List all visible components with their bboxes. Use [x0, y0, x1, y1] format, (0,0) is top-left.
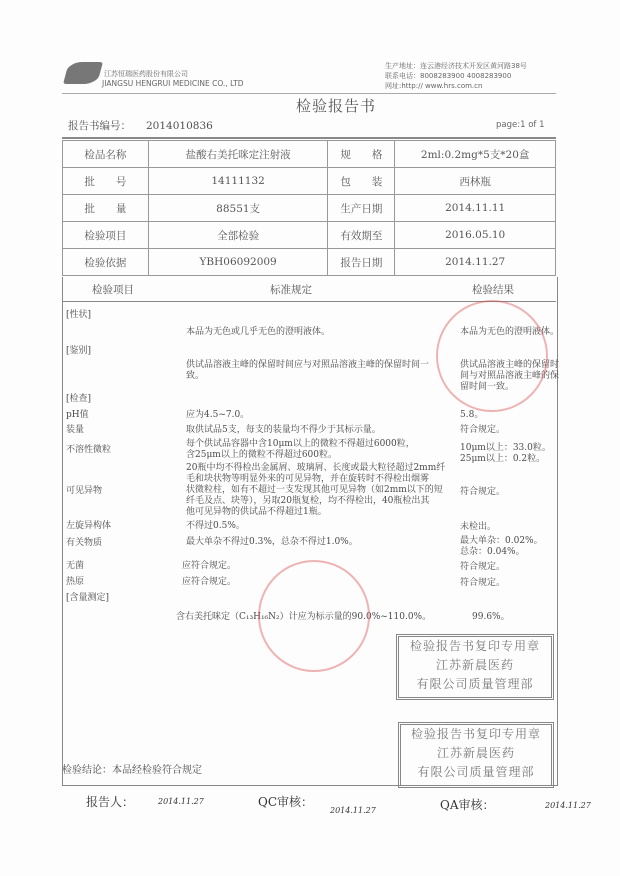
standard-text: 他可见异物的供试品不得超过1瓶。: [186, 507, 327, 517]
item-label: pH值: [66, 410, 89, 420]
standard-text: 供试品溶液主峰的保留时间应与对照品溶液主峰的保留时间一: [186, 360, 430, 370]
result-text: 本品为无色的澄明液体。: [460, 327, 560, 337]
title-divider: [62, 137, 556, 139]
standard-text: 本品为无色或几乎无色的澄明液体。: [186, 327, 331, 337]
product-info-table: [62, 140, 556, 276]
standard-text: 20瓶中均不得检出金属屑、玻璃屑、长度或最大粒径超过2mm纤: [186, 463, 446, 473]
col-header-item: 检验项目: [92, 284, 134, 296]
result-text: 符合规定。: [460, 578, 506, 588]
table-row: 检验项目 全部检验 有效期至 2016.05.10: [63, 222, 556, 249]
qa-label: QA审核：: [440, 798, 495, 812]
result-text: 最大单杂：0.02%。: [460, 536, 543, 546]
conclusion: 检验结论：本品经检验符合规定: [62, 765, 202, 776]
item-label: 热原: [66, 577, 85, 587]
table-row: 检品名称 盐酸右美托咪定注射液 规 格 2ml:0.2mg*5支*20盒: [63, 141, 556, 168]
report-number-label: 报告书编号：: [68, 120, 131, 132]
col-header-standard: 标准规定: [270, 284, 312, 296]
standard-text: 应为4.5~7.0。: [186, 410, 250, 420]
section-assay: [含量测定]: [66, 593, 110, 603]
item-label: 可见异物: [66, 486, 103, 496]
standard-text: 不得过0.5%。: [186, 521, 245, 531]
company-phone: 联系电话：8008283900 4008283900: [385, 72, 512, 80]
standard-text: 应符合规定。: [182, 561, 237, 571]
company-website: 网址:http:// www.hrs.com.cn: [385, 82, 483, 90]
item-label: 不溶性微粒: [66, 445, 112, 455]
copy-stamp: 检验报告书复印专用章 江苏新晨医药 有限公司质量管理部: [398, 722, 554, 788]
result-text: 间与对照品溶液主峰的保: [460, 371, 560, 381]
section-tests: [检查]: [66, 394, 92, 404]
result-text: 99.6%。: [472, 612, 510, 622]
company-address: 生产地址：连云港经济技术开发区黄河路38号: [385, 62, 527, 70]
result-text: 总杂：0.04%。: [460, 547, 525, 557]
report-title: 检验报告书: [296, 97, 377, 115]
reporter-label: 报告人：: [86, 795, 135, 809]
copy-stamp: 检验报告书复印专用章 江苏新晨医药 有限公司质量管理部: [396, 634, 554, 700]
standard-text: 应符合规定。: [182, 577, 237, 587]
result-text: 符合规定。: [460, 562, 506, 572]
qc-label: QC审核：: [258, 795, 314, 809]
item-label: 有关物质: [66, 538, 103, 548]
report-number: 2014010836: [146, 120, 213, 132]
standard-text: 含25μm以上的微粒不得超过600粒。: [186, 450, 338, 460]
reporter-signature-date: 2014.11.27: [158, 797, 204, 806]
red-seal-stamp: [258, 560, 370, 672]
col-header-result: 检验结果: [472, 284, 514, 296]
page-indicator: page:1 of 1: [496, 120, 545, 130]
table-row: 检验依据 YBH06092009 报告日期 2014.11.27: [63, 249, 556, 276]
table-row: 批 量 88551支 生产日期 2014.11.11: [63, 195, 556, 222]
standard-text: 每个供试品容器中含10μm以上的微粒不得超过6000粒，: [186, 439, 415, 449]
red-seal-stamp: [436, 300, 548, 412]
result-text: 符合规定。: [460, 425, 506, 435]
item-label: 左旋异构体: [66, 521, 112, 531]
result-text: 未检出。: [460, 522, 497, 532]
company-logo: [63, 62, 103, 84]
result-text: 5.8。: [460, 410, 484, 420]
result-text: 10μm以上：33.0粒。: [460, 443, 551, 453]
standard-text: 状微粒柱，如有不超过一支发现其他可见异物（如2mm以下的短: [186, 485, 443, 495]
item-label: 装量: [66, 425, 85, 435]
standard-text: 含右美托咪定（C₁₃H₁₆N₂）计应为标示量的90.0%~110.0%。: [176, 612, 432, 622]
company-name-cn: 江苏恒瑞医药股份有限公司: [104, 70, 188, 78]
section-identification: [鉴别]: [66, 346, 92, 356]
qc-signature-date: 2014.11.27: [330, 806, 376, 815]
standard-text: 毛和块状物等明显外来的可见异物，并在旋转时不得检出烟雾: [186, 474, 430, 484]
company-name-en: JIANGSU HENGRUI MEDICINE CO., LTD: [102, 79, 244, 88]
result-text: 供试品溶液主峰的保留时: [460, 360, 560, 370]
section-appearance: [性状]: [66, 310, 92, 320]
table-row: 批 号 14111132 包 装 西林瓶: [63, 168, 556, 195]
result-text: 符合规定。: [460, 487, 506, 497]
standard-text: 最大单杂不得过0.3%，总杂不得过1.0%。: [186, 537, 358, 547]
result-text: 25μm以上：0.2粒。: [460, 454, 546, 464]
standard-text: 取供试品5支，每支的装量均不得少于其标示量。: [186, 425, 381, 435]
standard-text: 纤毛及点、块等），另取20瓶复检，均不得检出，40瓶检出其: [186, 496, 430, 506]
item-label: 无菌: [66, 561, 85, 571]
standard-text: 致。: [186, 371, 205, 381]
qa-signature-date: 2014.11.27: [545, 801, 591, 810]
header-divider: [62, 93, 556, 94]
result-text: 留时间一致。: [460, 382, 515, 392]
